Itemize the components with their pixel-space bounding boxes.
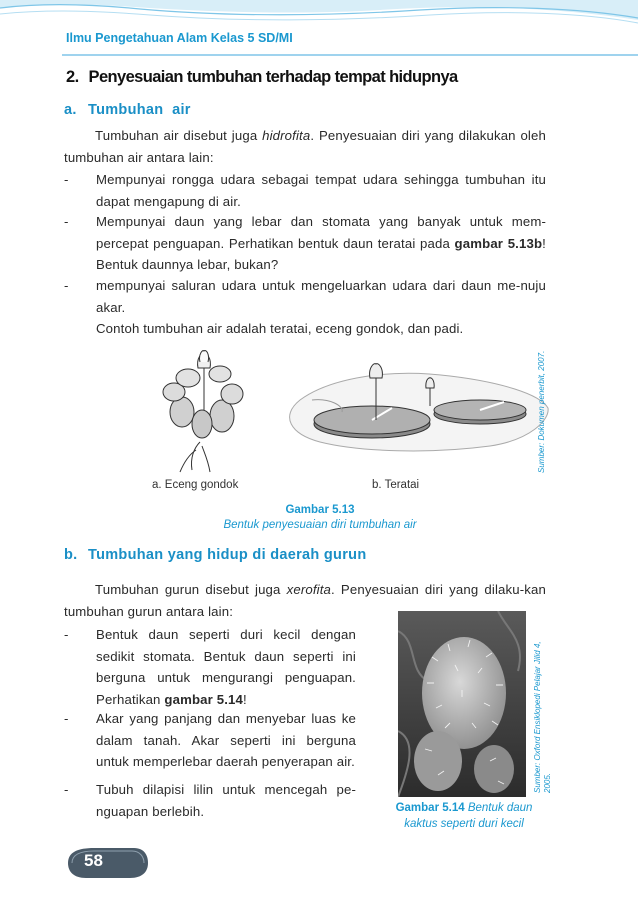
page-number: 58 xyxy=(84,851,103,870)
teratai-drawing xyxy=(290,364,549,451)
figure-5-14-source-line2: 2005. xyxy=(543,772,552,793)
example-sentence: Contoh tumbuhan air adalah teratai, eceng gondok, dan padi. xyxy=(96,321,464,336)
subsection-b-intro: Tumbuhan gurun disebut juga xerofita. Penyesuaian diri yang dilaku-kan tumbuhan gurun antara lain: xyxy=(64,582,546,619)
header-divider xyxy=(62,54,638,56)
subsection-b-label: b. xyxy=(64,547,78,563)
section-number: 2. xyxy=(66,68,79,86)
figure-5-13-title: Gambar 5.13 xyxy=(285,504,355,516)
caption-teratai: b. Teratai xyxy=(372,479,420,491)
book-title-header: Ilmu Pengetahuan Alam Kelas 5 SD/MI xyxy=(66,31,293,45)
figure-5-14-caption xyxy=(384,800,544,832)
subsection-b-title: Tumbuhan yang hidup di daerah gurun xyxy=(88,547,367,563)
bullet-a-1: - Mempunyai rongga udara sebagai tempat udara sehingga tumbuhan itu dapat mengapung di air. xyxy=(64,172,546,209)
figure-5-14-subtitle: Bentuk daun kaktus seperti duri kecil xyxy=(404,802,533,830)
page-number-badge xyxy=(64,846,150,880)
caption-eceng-gondok: a. Eceng gondok xyxy=(152,479,239,491)
figure-5-14-title: Gambar 5.14 xyxy=(395,802,465,814)
section-title: Penyesuaian tumbuhan terhadap tempat hidupnya xyxy=(88,68,458,86)
bullet-a-2: - Mempunyai daun yang lebar dan stomata yang banyak untuk mem-percepat penguapan. Perhatikan bentuk daun teratai pada gambar 5.13b! Bentuk daunnya lebar, bukan? xyxy=(64,214,546,272)
section-heading xyxy=(66,68,458,87)
subsection-b-heading xyxy=(64,547,366,563)
bullet-b-3: - Tubuh dilapisi lilin untuk mencegah pe-nguapan berlebih. xyxy=(64,782,356,819)
subsection-a-label: a. xyxy=(64,102,77,118)
term-hidrofita: hidrofita xyxy=(262,128,311,143)
subsection-a-heading xyxy=(64,102,191,118)
bullet-b-2: - Akar yang panjang dan menyebar luas ke dalam tanah. Akar seperti ini berguna untuk memperlebar daerah penyerapan air. xyxy=(64,711,356,769)
figure-5-14-cactus-photo xyxy=(398,611,526,797)
figure-5-13-subtitle: Bentuk penyesuaian diri tumbuhan air xyxy=(223,519,417,531)
subsection-a-title: Tumbuhan air xyxy=(88,102,191,118)
bullet-a-3: - mempunyai saluran udara untuk mengeluarkan udara dari daun me-nuju akar. xyxy=(64,278,546,315)
figure-5-13-source: Sumber: Dokumen penerbit, 2007. xyxy=(537,350,546,473)
subsection-a-intro: Tumbuhan air disebut juga hidrofita. Penyesuaian diri yang dilakukan oleh tumbuhan air antara lain: xyxy=(64,128,546,165)
eceng-gondok-drawing xyxy=(163,351,243,472)
bullet-b-1: - Bentuk daun seperti duri kecil dengan sedikit stomata. Bentuk daun seperti ini berguna untuk mengurangi penguapan. Perhatikan gambar 5.14! xyxy=(64,627,356,707)
term-xerofita: xerofita xyxy=(286,582,332,597)
figure-5-13-illustration xyxy=(130,350,550,475)
figure-5-14-source-line1: Sumber: Oxford Ensiklopedi Pelajar Jilid 4, xyxy=(533,641,542,793)
